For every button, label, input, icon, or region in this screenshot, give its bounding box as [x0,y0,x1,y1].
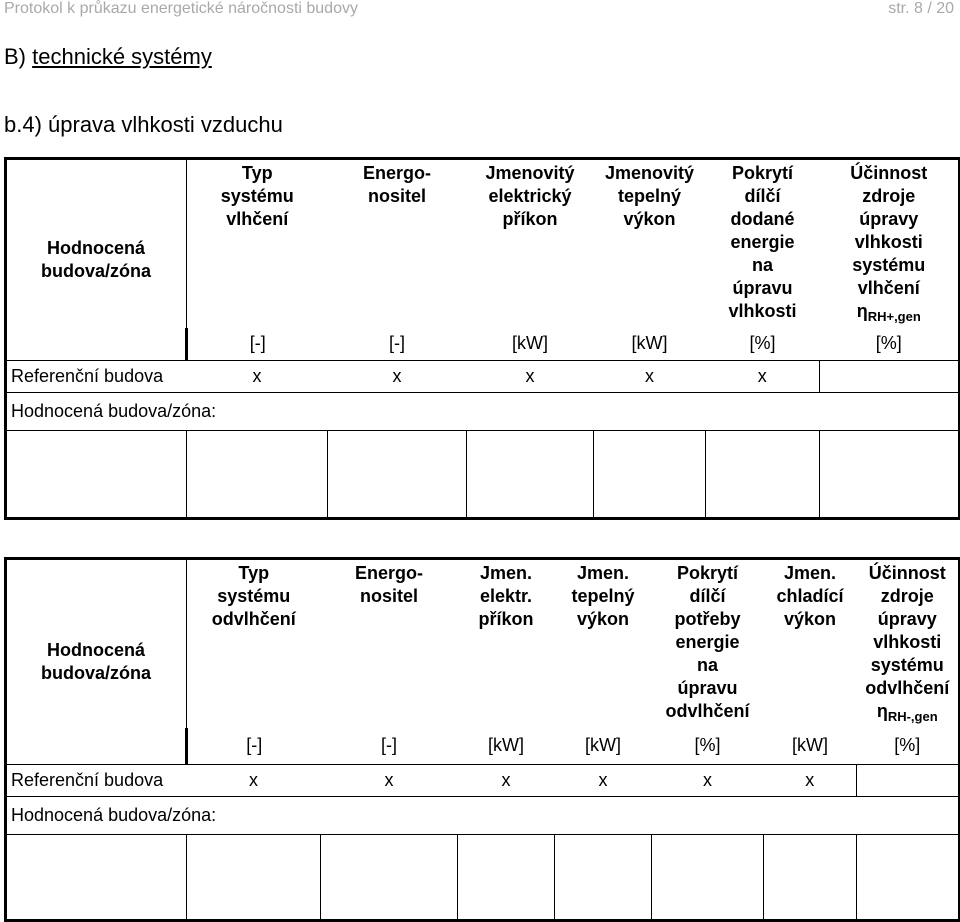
unit-cell: [%] [820,328,960,360]
reference-value: x [328,360,467,392]
eta-symbol: η [876,701,888,721]
eta-subscript: RH-,gen [887,709,938,724]
col-header-line: dílčí [689,586,726,606]
col-header-line: energie [675,632,740,652]
data-cell[interactable] [652,834,764,920]
reference-value: x [458,764,555,796]
col-header-line: Jmen. [479,563,533,583]
reference-value: x [467,360,594,392]
col-header-line: Jmen. [783,563,837,583]
col-header-line: odvlhčení [865,678,950,698]
col-header-line: zdroje [862,186,916,206]
col-header-line: energie [730,232,795,252]
data-cell[interactable] [820,430,960,518]
data-cell[interactable] [458,834,555,920]
reference-value: x [187,764,321,796]
col-header [857,559,960,729]
col-header [706,159,820,329]
data-cell[interactable] [321,834,458,920]
col-header-line: Účinnost [868,563,946,583]
evaluated-data-row [6,834,960,920]
col-header-line: Pokrytí [731,163,794,183]
reference-row [6,764,960,796]
reference-value: x [706,360,820,392]
col-header-line: Účinnost [850,163,928,183]
col-header-line: odvlhčení [211,609,296,629]
col-header [764,559,857,729]
col-header-line: úpravu [732,278,793,298]
reference-label: Referenční budova [6,764,187,796]
efficiency-symbol [856,301,921,324]
col-header [594,159,706,329]
col-header-line: Typ [238,563,270,583]
zone-header-cell [6,559,187,765]
unit-cell: [%] [652,728,764,764]
col-header [321,559,458,729]
col-header-line: na [696,655,718,675]
zone-header-cell [6,159,187,361]
col-header-line: nositel [367,186,426,206]
data-cell[interactable] [764,834,857,920]
reference-value: x [594,360,706,392]
col-header-line: vlhčení [857,278,920,298]
col-header [467,159,594,329]
zone-header-line: budova/zóna [40,662,151,683]
evaluated-data-row [6,430,960,518]
data-cell[interactable] [555,834,652,920]
subsection-heading: b.4) úprava vlhkosti vzduchu [4,112,283,137]
col-header-line: výkon [576,609,630,629]
reference-row [6,360,960,392]
reference-value: x [187,360,328,392]
col-header-line: systému [220,186,294,206]
col-header-line: úpravy [859,209,919,229]
col-header-line: systému [870,655,944,675]
efficiency-symbol [876,701,938,724]
data-cell[interactable] [706,430,820,518]
dehumidification-table [4,557,960,922]
col-header [187,559,321,729]
unit-cell: [%] [706,328,820,360]
col-header-line: úpravy [877,609,937,629]
col-header-line: Jmen. [576,563,630,583]
col-header-line: na [751,255,773,275]
col-header-line: elektrický [488,186,572,206]
zone-header-line: budova/zóna [40,260,151,281]
zone-header-line: Hodnocená [46,639,145,660]
col-header-line: nositel [359,586,418,606]
col-header-line: dodané [730,209,795,229]
col-header [328,159,467,329]
section-prefix: B) [4,44,33,69]
unit-cell: [kW] [467,328,594,360]
col-header-line: výkon [623,209,676,229]
col-header [187,159,328,329]
data-cell[interactable] [6,834,187,920]
evaluated-label-row [6,796,960,834]
col-header [555,559,652,729]
col-header-line: chladící [776,586,844,606]
col-header [820,159,960,329]
data-cell[interactable] [6,430,187,518]
col-header-line: výkon [783,609,837,629]
col-header-line: příkon [502,209,558,229]
eta-symbol: η [856,301,868,321]
col-header-line: dílčí [744,186,781,206]
data-cell[interactable] [467,430,594,518]
unit-cell: [-] [187,328,328,360]
col-header-line: systému [852,255,926,275]
header-row [6,559,960,729]
reference-label: Referenční budova [6,360,187,392]
col-header-line: Pokrytí [676,563,739,583]
col-header-line: systému [217,586,291,606]
col-header-line: Typ [241,163,273,183]
col-header-line: vlhkosti [873,632,942,652]
col-header-line: Jmenovitý [485,163,575,183]
unit-cell: [%] [857,728,960,764]
data-cell[interactable] [857,834,960,920]
section-heading [4,44,212,70]
evaluated-label-row [6,392,960,430]
col-header [458,559,555,729]
col-header-line: vlhčení [226,209,289,229]
header-row [6,159,960,329]
col-header-line: příkon [478,609,534,629]
col-header-line: zdroje [880,586,934,606]
col-header-line: Energo- [354,563,423,583]
reference-value: x [764,764,857,796]
unit-cell: [kW] [458,728,555,764]
col-header-line: vlhkosti [854,232,923,252]
col-header-line: vlhkosti [728,301,797,321]
data-cell[interactable] [594,430,706,518]
unit-cell: [-] [328,328,467,360]
col-header-line: Jmenovitý [604,163,695,183]
reference-value: x [652,764,764,796]
unit-cell: [-] [321,728,458,764]
unit-cell: [-] [187,728,321,764]
col-header-line: potřeby [674,609,741,629]
evaluated-label: Hodnocená budova/zóna: [6,392,960,430]
document-title: Protokol k průkazu energetické náročnosti budovy [4,0,358,17]
reference-value: x [555,764,652,796]
col-header-line: úpravu [677,678,738,698]
col-header [652,559,764,729]
page-number: str. 8 / 20 [888,0,954,17]
evaluated-label: Hodnocená budova/zóna: [6,796,960,834]
reference-value: x [321,764,458,796]
unit-cell: [kW] [555,728,652,764]
reference-value [857,764,960,796]
col-header-line: tepelný [617,186,682,206]
data-cell[interactable] [187,430,328,518]
humidification-table [4,157,960,520]
col-header-line: odvlhčení [665,701,750,721]
col-header-line: Energo- [362,163,431,183]
zone-header-line: Hodnocená [46,237,145,258]
data-cell[interactable] [328,430,467,518]
col-header-line: tepelný [571,586,635,606]
data-cell[interactable] [187,834,321,920]
reference-value [820,360,960,392]
unit-cell: [kW] [594,328,706,360]
col-header-line: elektr. [479,586,533,606]
eta-subscript: RH+,gen [867,309,921,324]
unit-cell: [kW] [764,728,857,764]
section-title: technické systémy [32,44,212,69]
